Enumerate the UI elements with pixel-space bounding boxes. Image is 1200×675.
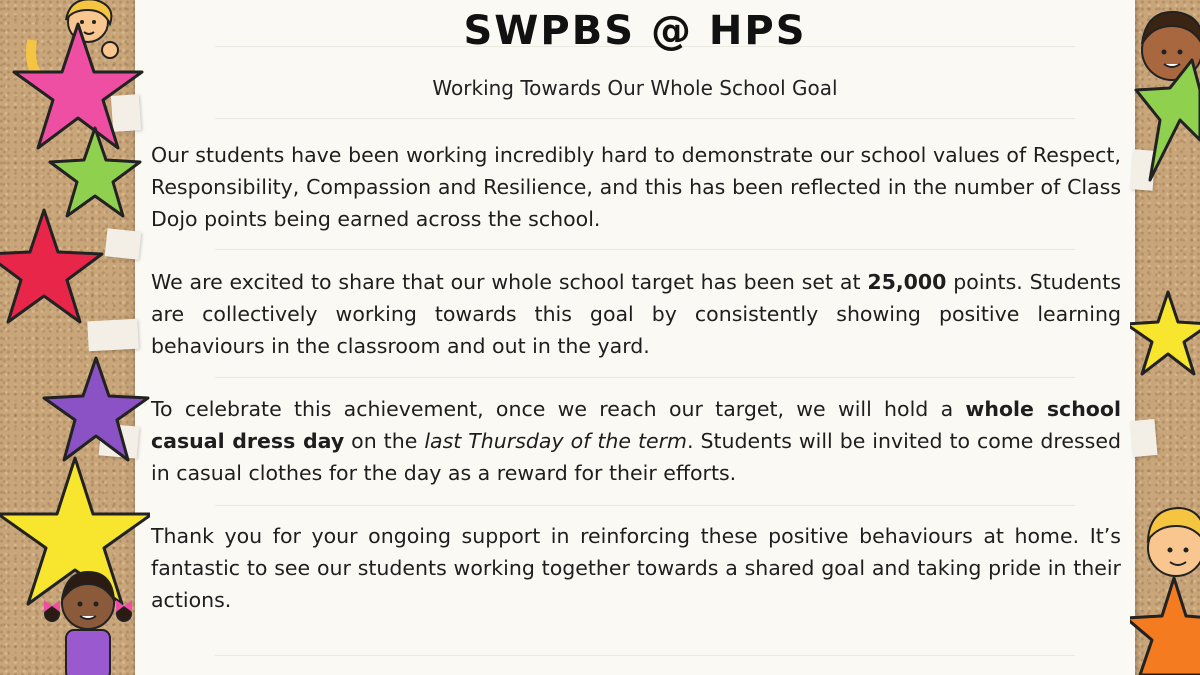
page-title: SWPBS @ HPS bbox=[463, 8, 807, 54]
paragraph-school-values: Our students have been working incredibly hard to demonstrate our school values of Respect, Responsibility, Compassion and Resilience, and this has been reflected in the number of Class Dojo points being earned across the school. bbox=[151, 143, 1121, 231]
yellow-star-icon bbox=[1130, 292, 1200, 374]
paragraph-thank-you: Thank you for your ongoing support in reinforcing these positive behaviours at home. It’s fantastic to see our students working together towards a shared goal and taking pride in their actions. bbox=[151, 524, 1121, 612]
target-points: 25,000 bbox=[867, 270, 947, 294]
left-decoration bbox=[0, 0, 150, 675]
right-decoration bbox=[1130, 0, 1200, 675]
text-run: . Students will be invited to come dressed in casual clothes for the day as a reward for their efforts. bbox=[151, 429, 1121, 485]
red-star-icon bbox=[0, 210, 102, 322]
event-date: last Thursday of the term bbox=[424, 429, 687, 453]
orange-star-icon bbox=[1130, 578, 1200, 675]
blonde-girl-character-icon bbox=[1148, 508, 1200, 576]
text-run: on the bbox=[344, 429, 425, 453]
paper-line bbox=[215, 655, 1075, 656]
paper-line bbox=[215, 118, 1075, 119]
newsletter-body bbox=[151, 139, 1121, 647]
paragraph-school-target bbox=[151, 266, 1121, 362]
casual-dress-day: whole school casual dress day bbox=[151, 397, 1121, 453]
purple-star-icon bbox=[44, 358, 148, 460]
green-star-icon bbox=[50, 128, 140, 216]
page-subtitle: Working Towards Our Whole School Goal bbox=[432, 76, 838, 100]
text-run: We are excited to share that our whole school target has been set at bbox=[151, 270, 868, 294]
text-run: points. Students are collectively working towards this goal by consistently showing positive learning behaviours in the classroom and out in the yard. bbox=[151, 270, 1121, 358]
text-run: To celebrate this achievement, once we reach our target, we will hold a bbox=[151, 397, 966, 421]
paragraph-celebration bbox=[151, 393, 1121, 489]
girl-pigtails-character-icon bbox=[44, 572, 132, 675]
